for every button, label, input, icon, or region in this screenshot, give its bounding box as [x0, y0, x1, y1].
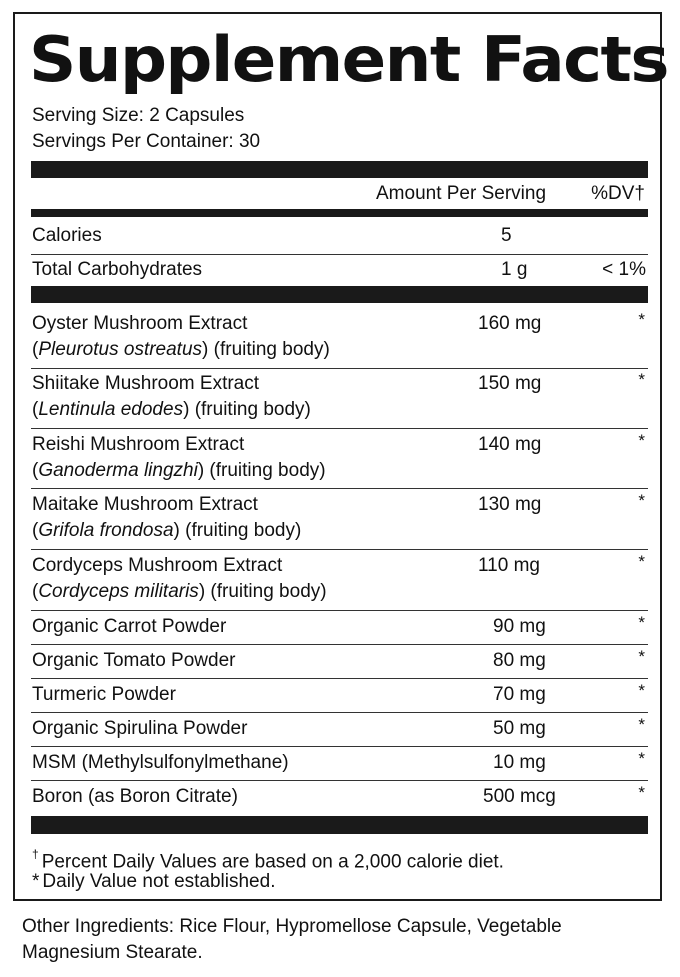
thick-divider-bottom — [31, 816, 648, 834]
ingredient-name: Organic Carrot Powder — [32, 616, 227, 637]
plant-part: (fruiting body) — [210, 581, 327, 602]
servings-per-container: Servings Per Container: 30 — [32, 131, 261, 152]
row-divider — [31, 549, 648, 550]
row-divider — [31, 780, 648, 781]
species-name: Cordyceps militaris — [38, 581, 199, 602]
row-divider — [31, 610, 648, 611]
nutrient-amount: 1 g — [501, 259, 528, 280]
ingredient-name: Cordyceps Mushroom Extract — [32, 555, 283, 576]
species-name: Ganoderma lingzhi — [38, 460, 198, 481]
dagger-mark: † — [32, 847, 39, 861]
ingredient-dv: * — [638, 552, 645, 571]
ingredient-dv: * — [638, 310, 645, 329]
other-ingredients: Other Ingredients: Rice Flour, Hypromellose Capsule, Vegetable Magnesium Stearate. — [22, 916, 562, 963]
star-mark: * — [32, 871, 40, 892]
ingredient-amount: 80 mg — [493, 650, 546, 671]
nutrient-dv: < 1% — [602, 259, 646, 280]
ingredient-amount: 500 mcg — [483, 786, 556, 807]
ingredient-amount: 110 mg — [478, 555, 540, 576]
plant-part: (fruiting body) — [213, 339, 330, 360]
footnote-dagger-text: Percent Daily Values are based on a 2,000 calorie diet. — [41, 851, 504, 873]
ingredient-source: (Lentinula edodes) (fruiting body) — [32, 399, 311, 420]
ingredient-name: Reishi Mushroom Extract — [32, 434, 245, 455]
amount-per-serving-header: Amount Per Serving — [376, 183, 547, 204]
ingredient-name: Boron (as Boron Citrate) — [32, 786, 238, 807]
ingredient-dv: * — [638, 647, 645, 666]
plant-part: (fruiting body) — [194, 399, 311, 420]
ingredient-amount: 130 mg — [478, 494, 542, 515]
ingredient-dv: * — [638, 491, 645, 510]
species-name: Lentinula edodes — [38, 399, 184, 420]
row-divider — [31, 254, 648, 255]
row-divider — [31, 488, 648, 489]
ingredient-amount: 160 mg — [478, 313, 542, 334]
supplement-facts-panel — [13, 12, 668, 901]
ingredient-name: MSM (Methylsulfonylmethane) — [32, 752, 289, 773]
ingredient-amount: 70 mg — [493, 684, 546, 705]
panel-title: Supplement Facts — [29, 23, 668, 96]
ingredient-amount: 50 mg — [493, 718, 546, 739]
species-name: Grifola frondosa — [38, 520, 174, 541]
nutrient-name: Calories — [32, 225, 102, 246]
ingredient-name: Turmeric Powder — [32, 684, 176, 705]
ingredient-dv: * — [638, 783, 645, 802]
plant-part: (fruiting body) — [185, 520, 302, 541]
ingredient-amount: 140 mg — [478, 434, 542, 455]
ingredient-dv: * — [638, 749, 645, 768]
ingredient-dv: * — [638, 715, 645, 734]
ingredient-name: Organic Spirulina Powder — [32, 718, 248, 739]
ingredient-amount: 10 mg — [493, 752, 546, 773]
footnote-star-text: Daily Value not established. — [42, 871, 276, 892]
row-divider — [31, 368, 648, 369]
nutrient-amount: 5 — [501, 225, 512, 246]
ingredient-source: (Pleurotus ostreatus) (fruiting body) — [32, 339, 330, 360]
ingredient-source: (Cordyceps militaris) (fruiting body) — [32, 581, 327, 602]
ingredient-amount: 90 mg — [493, 616, 546, 637]
ingredient-source: (Ganoderma lingzhi) (fruiting body) — [32, 460, 326, 481]
row-divider — [31, 644, 648, 645]
footnote-star — [32, 870, 275, 894]
ingredient-name: Oyster Mushroom Extract — [32, 313, 248, 334]
thick-divider-top — [31, 161, 648, 178]
species-name: Pleurotus ostreatus — [38, 339, 203, 360]
plant-part: (fruiting body) — [209, 460, 326, 481]
thick-divider-middle — [31, 286, 648, 303]
ingredient-dv: * — [638, 613, 645, 632]
ingredient-name: Organic Tomato Powder — [32, 650, 236, 671]
nutrient-name: Total Carbohydrates — [32, 259, 203, 280]
ingredient-name: Maitake Mushroom Extract — [32, 494, 258, 515]
serving-size: Serving Size: 2 Capsules — [32, 105, 245, 126]
ingredient-dv: * — [638, 370, 645, 389]
dv-header: %DV† — [591, 183, 645, 204]
row-divider — [31, 678, 648, 679]
row-divider — [31, 712, 648, 713]
ingredient-amount: 150 mg — [478, 373, 542, 394]
ingredient-source: (Grifola frondosa) (fruiting body) — [32, 520, 302, 541]
row-divider — [31, 746, 648, 747]
medium-divider — [31, 209, 648, 217]
ingredient-dv: * — [638, 681, 645, 700]
ingredient-dv: * — [638, 431, 645, 450]
row-divider — [31, 428, 648, 429]
ingredient-name: Shiitake Mushroom Extract — [32, 373, 260, 394]
